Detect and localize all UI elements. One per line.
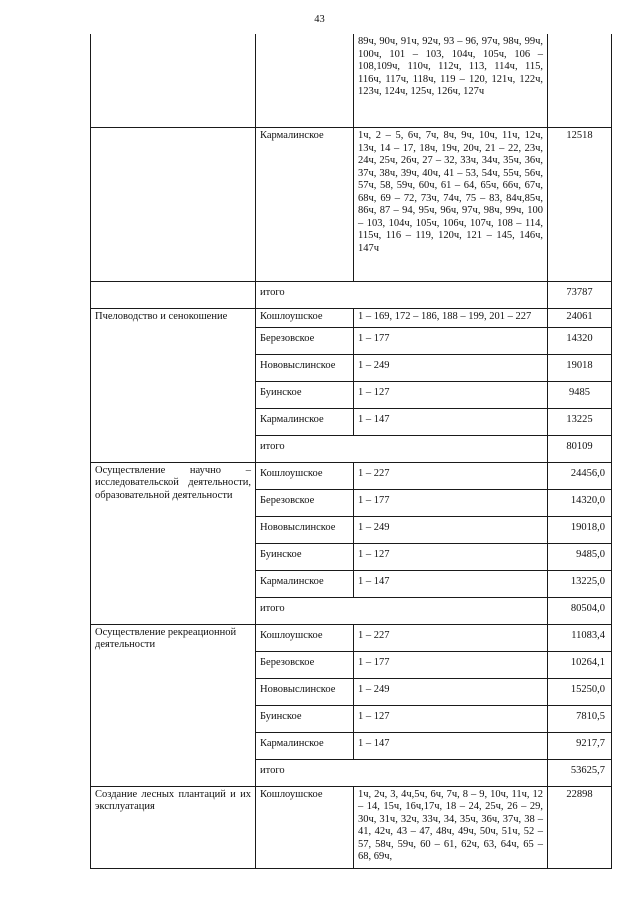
area-cell: 14320 bbox=[548, 327, 612, 354]
total-label: итого bbox=[256, 597, 548, 624]
total-value: 80109 bbox=[548, 435, 612, 462]
area-cell: 10264,1 bbox=[548, 651, 612, 678]
area-cell: 15250,0 bbox=[548, 678, 612, 705]
area-cell: 13225,0 bbox=[548, 570, 612, 597]
quarters-cell: 89ч, 90ч, 91ч, 92ч, 93 – 96, 97ч, 98ч, 99ч, 100ч, 101 – 103, 104ч, 105ч, 106 – 108,109ч, 110ч, 112ч, 113, 114ч, 115, 116ч, 117ч, 118ч, 119 – 120, 121ч, 122ч, 123ч, 124ч, 125ч, 126ч, 127ч bbox=[354, 34, 548, 128]
district-cell: Буинское bbox=[256, 381, 354, 408]
forest-use-table bbox=[90, 34, 612, 869]
area-cell: 9485,0 bbox=[548, 543, 612, 570]
area-cell: 9217,7 bbox=[548, 732, 612, 759]
quarters-cell: 1 – 249 bbox=[354, 354, 548, 381]
total-value: 73787 bbox=[548, 282, 612, 309]
activity-cell bbox=[91, 282, 256, 309]
district-cell: Кошлоушское bbox=[256, 309, 354, 328]
area-cell: 24456,0 bbox=[548, 462, 612, 489]
quarters-cell: 1 – 127 bbox=[354, 705, 548, 732]
area-cell: 7810,5 bbox=[548, 705, 612, 732]
area-cell: 14320,0 bbox=[548, 489, 612, 516]
district-cell: Березовское bbox=[256, 489, 354, 516]
activity-cell: Осуществление научно – исследовательской деятельности, образовательной деятельности bbox=[91, 462, 256, 624]
quarters-cell: 1 – 227 bbox=[354, 462, 548, 489]
quarters-cell: 1 – 249 bbox=[354, 678, 548, 705]
quarters-cell: 1 – 147 bbox=[354, 732, 548, 759]
district-cell: Березовское bbox=[256, 651, 354, 678]
area-cell: 11083,4 bbox=[548, 624, 612, 651]
quarters-cell: 1 – 227 bbox=[354, 624, 548, 651]
table-row bbox=[91, 462, 612, 489]
area-cell: 24061 bbox=[548, 309, 612, 328]
table-row bbox=[91, 786, 612, 868]
total-value: 80504,0 bbox=[548, 597, 612, 624]
table-row bbox=[91, 34, 612, 128]
quarters-cell: 1 – 147 bbox=[354, 570, 548, 597]
total-value: 53625,7 bbox=[548, 759, 612, 786]
area-cell bbox=[548, 34, 612, 128]
table-row bbox=[91, 624, 612, 651]
total-label: итого bbox=[256, 435, 548, 462]
district-cell: Нововыслинское bbox=[256, 354, 354, 381]
area-cell: 13225 bbox=[548, 408, 612, 435]
area-cell: 19018 bbox=[548, 354, 612, 381]
quarters-cell: 1 – 177 bbox=[354, 489, 548, 516]
page-number: 43 bbox=[314, 14, 325, 25]
area-cell: 19018,0 bbox=[548, 516, 612, 543]
district-cell bbox=[256, 34, 354, 128]
district-cell: Кармалинское bbox=[256, 408, 354, 435]
quarters-cell: 1 – 169, 172 – 186, 188 – 199, 201 – 227 bbox=[354, 309, 548, 328]
quarters-cell: 1 – 177 bbox=[354, 327, 548, 354]
district-cell: Кошлоушское bbox=[256, 786, 354, 868]
activity-cell bbox=[91, 34, 256, 128]
area-cell: 22898 bbox=[548, 786, 612, 868]
quarters-cell: 1ч, 2ч, 3, 4ч,5ч, 6ч, 7ч, 8 – 9, 10ч, 11ч, 12 – 14, 15ч, 16ч,17ч, 18 – 24, 25ч, 26 – 29, 30ч, 31ч, 32ч, 33ч, 34, 35ч, 36ч, 37ч, 38 – 41, 42ч, 43 – 47, 48ч, 49ч, 50ч, 51ч, 52 – 57, 58ч, 59ч, 60 – 61, 62ч, 63, 64ч, 65 – 68, 69ч, bbox=[354, 786, 548, 868]
table-row bbox=[91, 128, 612, 282]
district-cell: Нововыслинское bbox=[256, 678, 354, 705]
area-cell: 9485 bbox=[548, 381, 612, 408]
total-label: итого bbox=[256, 282, 548, 309]
area-cell: 12518 bbox=[548, 128, 612, 282]
table-row bbox=[91, 309, 612, 328]
total-row bbox=[91, 282, 612, 309]
district-cell: Кармалинское bbox=[256, 732, 354, 759]
district-cell: Кошлоушское bbox=[256, 624, 354, 651]
quarters-cell: 1 – 177 bbox=[354, 651, 548, 678]
district-cell: Кармалинское bbox=[256, 570, 354, 597]
district-cell: Кармалинское bbox=[256, 128, 354, 282]
quarters-cell: 1ч, 2 – 5, 6ч, 7ч, 8ч, 9ч, 10ч, 11ч, 12ч, 13ч, 14 – 17, 18ч, 19ч, 20ч, 21 – 22, 23ч, 24ч, 25ч, 26ч, 27 – 32, 33ч, 34ч, 35ч, 36ч, 37ч, 38ч, 39ч, 40ч, 41 – 53, 54ч, 55ч, 56ч, 57ч, 58, 59ч, 60ч, 61 – 64, 65ч, 66ч, 67ч, 68ч, 69 – 72, 73ч, 74ч, 75 – 83, 84ч,85ч, 86ч, 87 – 94, 95ч, 96ч, 97ч, 98ч, 99ч, 100 – 103, 104ч, 105ч, 106ч, 107ч, 108 – 114, 115ч, 116 – 119, 120ч, 121 – 145, 146ч, 147ч bbox=[354, 128, 548, 282]
quarters-cell: 1 – 147 bbox=[354, 408, 548, 435]
district-cell: Буинское bbox=[256, 705, 354, 732]
district-cell: Кошлоушское bbox=[256, 462, 354, 489]
district-cell: Буинское bbox=[256, 543, 354, 570]
district-cell: Березовское bbox=[256, 327, 354, 354]
activity-cell: Пчеловодство и сенокошение bbox=[91, 309, 256, 463]
activity-cell: Создание лесных плантаций и их эксплуатация bbox=[91, 786, 256, 868]
activity-cell bbox=[91, 128, 256, 282]
quarters-cell: 1 – 127 bbox=[354, 543, 548, 570]
quarters-cell: 1 – 127 bbox=[354, 381, 548, 408]
district-cell: Нововыслинское bbox=[256, 516, 354, 543]
activity-cell: Осуществление рекреационной деятельности bbox=[91, 624, 256, 786]
total-label: итого bbox=[256, 759, 548, 786]
quarters-cell: 1 – 249 bbox=[354, 516, 548, 543]
